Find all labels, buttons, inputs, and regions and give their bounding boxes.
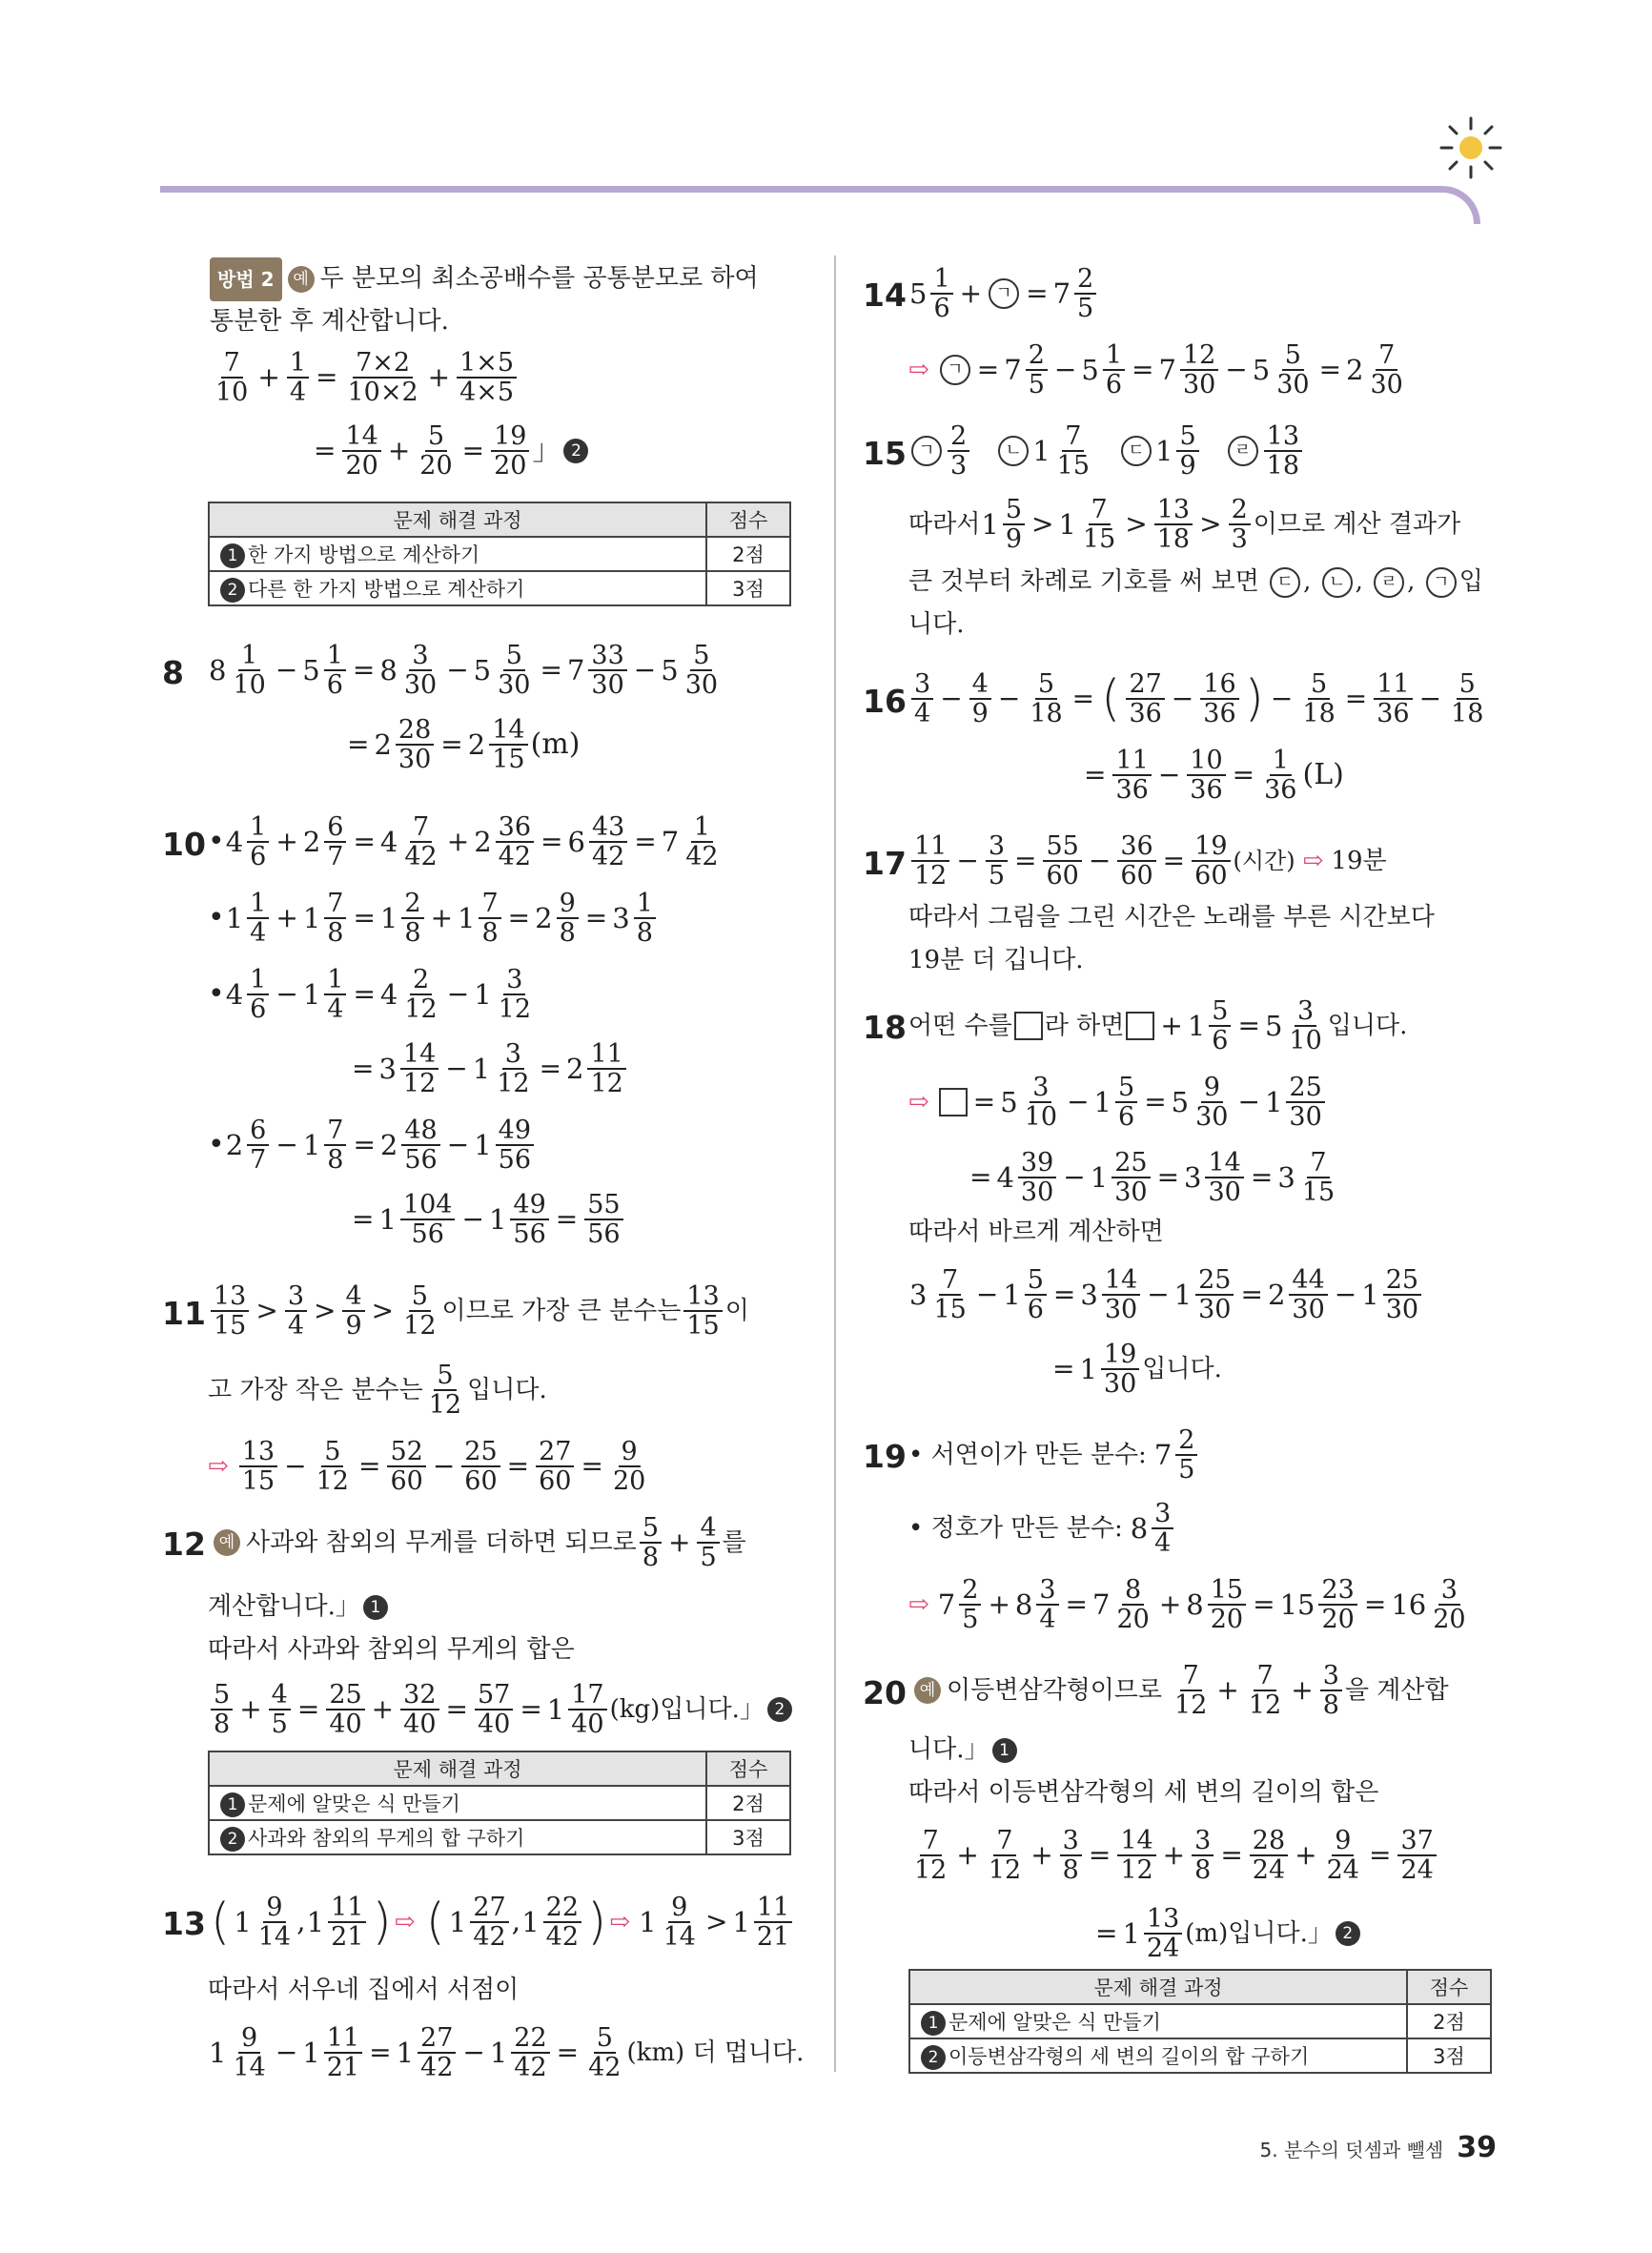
fraction: $\frac{5}{42}$: [588, 2023, 622, 2082]
fraction: 11 21: [754, 1894, 792, 1951]
fraction: $\frac{37}{24}$: [1397, 1827, 1436, 1884]
problem-10-row3b: = 3 14 12 − 1 $\frac{3}{12}$ = 2 11 12: [348, 1040, 629, 1097]
fraction: $\frac{7}{8}$: [479, 890, 500, 947]
fraction: 1 6: [247, 813, 269, 870]
problem-18-line2: ⇨ = 5 3 10 − 1 $\frac{5}{6}$ = 5 9 30 − 1 25 30: [908, 1074, 1328, 1131]
fraction: 7 12: [1174, 1661, 1208, 1720]
fraction: 7 15: [1301, 1148, 1336, 1207]
fraction: 3 10: [1024, 1073, 1058, 1132]
fraction: 2 8: [401, 890, 423, 947]
problem-20-line2: 니다.」 1: [908, 1729, 1020, 1771]
fraction: $\frac{28}{30}$: [396, 716, 434, 773]
fraction: 5 9: [1176, 422, 1198, 480]
fraction: 13 18: [1264, 422, 1302, 480]
problem-14-line2: ⇨ ㄱ = 7 2 5 − 5 $\frac{1}{6}$ = 7 12 30 − 5 $\frac{5}{30}$ = 2 7 30: [908, 341, 1409, 399]
fraction: $\frac{19}{20}$: [491, 422, 529, 480]
fraction: $\frac{23}{20}$: [1318, 1576, 1356, 1633]
fraction: $\frac{7}{8}$: [324, 1116, 346, 1174]
fraction: 27 42: [470, 1894, 508, 1951]
scoring-table-3: 문제 해결 과정 점수 1 문제에 알맞은 식 만들기 2점 2 이등변삼각형의 세 변의 길이의 합 구하기 3점: [908, 1969, 1492, 2074]
problem-14-number: 14: [863, 277, 907, 314]
problem-19-line3: ⇨ 7 2 5 + 8 $\frac{3}{4}$ = 7 8 20 + 8 $\frac{15}{20}$ = 15 $\frac{23}{20}$ = 16 3 20: [908, 1576, 1472, 1633]
fraction: $\frac{15}{20}$: [1208, 1576, 1246, 1633]
fraction: 25 30: [1286, 1074, 1324, 1131]
fraction: $\frac{16}{36}$: [1200, 670, 1238, 727]
sun-icon: [1438, 114, 1504, 181]
problem-15-line4: 니다.: [908, 610, 965, 639]
method-2-line2: 통분한 후 계산합니다.: [210, 307, 449, 336]
problem-17-number: 17: [863, 845, 907, 882]
fraction: 9 14: [233, 2023, 266, 2082]
fraction: 5 8: [211, 1681, 233, 1738]
problem-13-line1: ( 1 9 14 , 1 11 21 ) ⇨ ( 1 27 42 , 1 22 42 ) ⇨ 1 9 14 > 1 11 21: [208, 1894, 795, 1951]
problem-8-eq2: = 2 $\frac{28}{30}$ = 2 14 15 (m): [347, 715, 581, 774]
fraction: $\frac{32}{40}$: [400, 1681, 438, 1738]
unknown-box: [1126, 1012, 1154, 1040]
fraction: $\frac{5}{30}$: [1276, 340, 1310, 399]
fraction: 1 42: [685, 812, 719, 871]
scoring-table-1: 문제 해결 과정 점수 1 한 가지 방법으로 계산하기 2점 2 다른 한 가지 방법으로 계산하기 3점: [208, 502, 791, 606]
fraction: $\frac{57}{40}$: [475, 1681, 513, 1738]
fraction: 44 30: [1289, 1266, 1327, 1323]
fraction: 1 8: [634, 890, 656, 947]
fraction: $\frac{49}{56}$: [510, 1191, 548, 1248]
fraction: $\frac{11}{36}$: [1374, 670, 1412, 727]
fraction: $\frac{3}{4}$: [1036, 1576, 1058, 1633]
fraction: 7 42: [404, 812, 438, 871]
problem-10-row1: • 4 1 6 + 2 $\frac{6}{7}$ = 4 7 42 + 2 $\frac{36}{42}$ = 6 $\frac{43}{42}$ = 7 1 42: [208, 813, 724, 870]
fraction: 3 4: [285, 1282, 307, 1340]
fraction: $\frac{10}{36}$: [1187, 747, 1225, 804]
problem-18-line6: = 1 19 30 입니다.: [1052, 1340, 1222, 1399]
problem-18-number: 18: [863, 1009, 907, 1046]
unknown-box: [939, 1088, 968, 1116]
fraction: 13 24: [1144, 1905, 1182, 1962]
fraction: 1 10: [233, 641, 266, 700]
problem-11-line3: ⇨ 13 15 − $\frac{5}{12}$ = $\frac{52}{60}$ − $\frac{25}{60}$ = $\frac{27}{60}$ = $\frac{9}{20}$: [208, 1438, 651, 1495]
header-rule: [160, 186, 1480, 224]
fraction: 7 30: [1370, 340, 1403, 399]
fraction: $\frac{25}{30}$: [1195, 1266, 1234, 1323]
fraction: 1 6: [247, 966, 269, 1023]
fraction: $\frac{11}{21}$: [324, 2024, 362, 2081]
fraction: 17 40: [568, 1681, 606, 1738]
fraction: 13 15: [211, 1282, 249, 1340]
fraction: $\frac{22}{42}$: [511, 2024, 549, 2081]
fraction: $\frac{1}{36}$: [1264, 746, 1297, 805]
fraction: $\frac{5}{6}$: [1115, 1074, 1137, 1131]
example-badge: 예: [288, 266, 315, 293]
problem-20-number: 20: [863, 1674, 907, 1711]
fraction: 27 36: [1126, 670, 1164, 727]
fraction: 5 12: [403, 1281, 437, 1341]
fraction: 2 5: [1175, 1426, 1197, 1484]
fraction: 11 12: [587, 1040, 625, 1097]
fraction: 3 4: [911, 670, 933, 727]
fraction: $\frac{9}{20}$: [612, 1437, 646, 1496]
fraction: 7 15: [1056, 421, 1090, 481]
problem-10-row3: • 4 1 6 − 1 $\frac{1}{4}$ = 4 2 12 − 1 3 12: [208, 966, 537, 1023]
problem-15-line1: ㄱ 2 3 ㄴ 1 7 15 ㄷ 1 5 9 ㄹ 13 18: [908, 422, 1305, 480]
fraction: $\frac{25}{30}$: [1112, 1149, 1150, 1206]
problem-16-line2: = $\frac{11}{36}$ − $\frac{10}{36}$ = $\frac{1}{36}$ (L): [1084, 746, 1344, 805]
problem-10-row2: • 1 1 4 + 1 $\frac{7}{8}$ = 1 2 8 + 1 $\frac{7}{8}$ = 2 $\frac{9}{8}$ = 3 1 8: [208, 890, 659, 947]
fraction: 22 42: [543, 1894, 581, 1951]
fraction: $\frac{5}{12}$: [316, 1437, 349, 1496]
problem-10-row4: • 2 6 7 − 1 $\frac{7}{8}$ = 2 48 56 − 1 49 56: [208, 1116, 537, 1174]
fraction: 6 7: [247, 1116, 269, 1174]
fraction: 1 6: [930, 265, 952, 322]
fraction: $\frac{3}{8}$: [1192, 1827, 1214, 1884]
fraction: 1 4: [247, 890, 269, 947]
fraction: 39 30: [1018, 1149, 1056, 1206]
fraction: 11 21: [328, 1894, 366, 1951]
unknown-box: [1014, 1012, 1043, 1040]
fraction: 12 30: [1180, 341, 1218, 399]
fraction: 14 15: [489, 716, 527, 773]
fraction: 5 12: [428, 1361, 462, 1420]
method-2-eq2: = $\frac{14}{20}$ + $\frac{5}{20}$ = $\frac{19}{20}$ 」 2: [310, 422, 591, 480]
problem-12-line4: 5 8 + $\frac{4}{5}$ = $\frac{25}{40}$ + $\frac{32}{40}$ = $\frac{57}{40}$ = 1 17 40 (kg)입니다.」 2: [208, 1681, 795, 1738]
fraction: 5 9: [1003, 496, 1025, 553]
fraction: $\frac{55}{60}$: [1043, 832, 1081, 890]
fraction: $\frac{7}{8}$: [324, 890, 346, 947]
fraction: 8 20: [1116, 1575, 1150, 1634]
page-footer: [1260, 2131, 1497, 2164]
fraction: $\frac{3}{8}$: [1320, 1662, 1342, 1719]
problem-12-line1: 예 사과와 참외의 무게를 더하면 되므로 5 8 + $\frac{4}{5}$ 를: [208, 1514, 746, 1571]
fraction: 2 5: [1074, 265, 1096, 322]
problem-17-line2: 따라서 그림을 그린 시간은 노래를 부른 시간보다: [908, 903, 1435, 932]
fraction: 3 4: [1152, 1500, 1173, 1557]
problem-10-number: 10: [162, 826, 206, 863]
fraction: $\frac{14}{12}$: [1117, 1827, 1155, 1884]
problem-18-line1: 어떤 수를 라 하면 + 1 $\frac{5}{6}$ = 5 3 10 입니다.: [908, 996, 1408, 1055]
problem-15-line2: 따라서 1 5 9 > 1 7 15 > 13 18 > 2 3 이므로 계산 결과가: [908, 495, 1461, 554]
problem-13-line3: 1 9 14 − 1 $\frac{11}{21}$ = 1 27 42 − 1 $\frac{22}{42}$ = $\frac{5}{42}$ (km) 더 멉니다.: [209, 2023, 805, 2082]
fraction: 13 15: [683, 1282, 722, 1340]
fraction: $\frac{55}{56}$: [584, 1191, 622, 1248]
fraction: 2 3: [948, 422, 969, 480]
method-2-line1: 방법 2 예 두 분모의 최소공배수를 공통분모로 하여: [210, 257, 759, 301]
fraction: $\frac{4}{5}$: [697, 1514, 719, 1571]
fraction: $\frac{52}{60}$: [387, 1438, 425, 1495]
fraction: 7 15: [933, 1265, 967, 1324]
problem-19-number: 19: [863, 1438, 907, 1475]
fraction: 4 9: [342, 1282, 364, 1340]
problem-15-line3: 큰 것부터 차례로 기호를 써 보면 ㄷ , ㄴ , ㄹ , ㄱ 입: [908, 567, 1483, 596]
fraction: $\frac{4}{5}$: [269, 1681, 291, 1738]
fraction: $\frac{36}{42}$: [496, 813, 534, 870]
problem-11-line2: 고 가장 작은 분수는 5 12 입니다.: [208, 1361, 547, 1420]
fraction: 7 10: [215, 348, 249, 407]
fraction: $\frac{25}{40}$: [326, 1681, 364, 1738]
fraction: $\frac{3}{5}$: [986, 832, 1008, 890]
fraction: $\frac{1}{6}$: [1103, 341, 1125, 399]
fraction: $\frac{14}{20}$: [342, 422, 380, 480]
fraction: 104 56: [400, 1191, 456, 1248]
fraction: $\frac{5}{20}$: [419, 421, 453, 481]
fraction: $\frac{1}{4}$: [287, 349, 309, 406]
fraction: $\frac{5}{18}$: [1030, 669, 1063, 728]
fraction: 14 12: [400, 1040, 438, 1097]
fraction: 9 14: [257, 1893, 292, 1952]
fraction: $\frac{5}{18}$: [1302, 669, 1336, 728]
fraction: $\frac{25}{60}$: [461, 1438, 500, 1495]
fraction: 25 30: [1383, 1266, 1421, 1323]
method-tag: 방법 2: [210, 257, 282, 301]
fraction: 2 5: [959, 1576, 981, 1633]
fraction: 7 12: [914, 1826, 948, 1885]
fraction: 7 15: [1082, 495, 1116, 554]
fraction: 9 30: [1195, 1073, 1229, 1132]
fraction: 5 8: [640, 1514, 662, 1571]
fraction: $\frac{5}{6}$: [1209, 997, 1231, 1055]
problem-20-line1: 예 이등변삼각형이므로 7 12 + $\frac{7}{12}$ + $\frac{3}{8}$ 을 계산합: [908, 1662, 1449, 1719]
fraction: $\frac{28}{24}$: [1250, 1827, 1288, 1884]
problem-17-line3: 19분 더 깁니다.: [908, 946, 1084, 974]
step-2-marker: 2: [563, 439, 588, 463]
fraction: 27 42: [418, 2024, 456, 2081]
problem-12-number: 12: [162, 1526, 206, 1563]
problem-8-number: 8: [162, 654, 184, 691]
problem-16-line1: 3 4 − $\frac{4}{9}$ − $\frac{5}{18}$ = ( 27 36 − $\frac{16}{36}$ ) − $\frac{5}{18}$ = $\frac{11}{36}$ − $\frac{5}{18}$: [908, 670, 1489, 727]
problem-14-line1: 5 1 6 + ㄱ = 7 2 5: [908, 265, 1099, 322]
fraction: 2 3: [1229, 496, 1251, 553]
page-number: 39: [1457, 2131, 1497, 2164]
fraction: 3 20: [1433, 1575, 1466, 1634]
problem-20-line3: 따라서 이등변삼각형의 세 변의 길이의 합은: [908, 1778, 1379, 1807]
fraction: $\frac{36}{60}$: [1117, 832, 1155, 890]
fraction: $\frac{5}{18}$: [1451, 669, 1484, 728]
fraction: $\frac{3}{8}$: [1060, 1827, 1082, 1884]
fraction: $\frac{4}{9}$: [969, 670, 991, 727]
fraction: 3 30: [403, 641, 438, 700]
fraction: 14 30: [1102, 1266, 1140, 1323]
column-divider: [834, 256, 836, 2072]
problem-11-number: 11: [162, 1295, 206, 1332]
fraction: $\frac{7}{12}$: [1248, 1661, 1282, 1720]
fraction: 11 12: [911, 832, 949, 890]
problem-12-line3: 따라서 사과와 참외의 무게의 합은: [208, 1635, 575, 1664]
problem-18-line3: = 4 39 30 − 1 $\frac{25}{30}$ = 3 $\frac{14}{30}$ = 3 7 15: [966, 1149, 1340, 1206]
fraction: 3 12: [498, 965, 532, 1024]
fraction: 3 10: [1289, 996, 1322, 1055]
fraction: $\frac{5}{30}$: [498, 641, 531, 700]
fraction: $\frac{3}{12}$: [497, 1039, 530, 1098]
problem-12-line2: 계산합니다.」 1: [208, 1586, 391, 1628]
fraction: 49 56: [496, 1116, 534, 1174]
fraction: 13 18: [1154, 496, 1193, 553]
problem-19-line2: • 정호가 만든 분수: 8 3 4: [908, 1500, 1176, 1557]
fraction: 5 30: [684, 641, 719, 700]
fraction: 33 30: [588, 642, 626, 699]
fraction: $\frac{9}{24}$: [1326, 1826, 1359, 1885]
fraction: $\frac{11}{36}$: [1112, 747, 1151, 804]
problem-19-line1: • 서연이가 만든 분수: 7 2 5: [908, 1426, 1200, 1484]
problem-18-line5: 3 7 15 − 1 $\frac{5}{6}$ = 3 14 30 − 1 $\frac{25}{30}$ = 2 44 30 − 1 25 30: [908, 1266, 1424, 1323]
fraction: $\frac{1}{4}$: [324, 966, 346, 1023]
problem-20-line5: = 1 13 24 (m)입니다.」 2: [1091, 1905, 1363, 1962]
method-2-eq1: 7 10 + $\frac{1}{4}$ = $\frac{7\times 2}{10\times 2}$ + $\frac{1\times 5}{4\times 5}$: [210, 349, 520, 406]
fraction: $\frac{1}{6}$: [324, 642, 346, 699]
problem-20-line4: 7 12 + $\frac{7}{12}$ + $\frac{3}{8}$ = $\frac{14}{12}$ + $\frac{3}{8}$ = $\frac{28}{24}$ + $\frac{9}{24}$ = $\frac{37}{24}$: [908, 1827, 1439, 1884]
problem-15-number: 15: [863, 435, 907, 472]
fraction: $\frac{1\times 5}{4\times 5}$: [457, 349, 517, 406]
problem-13-number: 13: [162, 1905, 206, 1942]
fraction: $\frac{5}{6}$: [1025, 1266, 1047, 1323]
chapter-title: 5. 분수의 덧셈과 뺄셈: [1259, 2139, 1444, 2161]
problem-16-number: 16: [863, 683, 907, 720]
fraction: 19 30: [1101, 1341, 1139, 1398]
scoring-table-2: 문제 해결 과정 점수 1 문제에 알맞은 식 만들기 2점 2 사과와 참외의 무게의 합 구하기 3점: [208, 1751, 791, 1855]
fraction: $\frac{14}{30}$: [1205, 1149, 1243, 1206]
fraction: $\frac{27}{60}$: [536, 1438, 574, 1495]
problem-13-line2: 따라서 서우네 집에서 서점이: [208, 1976, 520, 2004]
fraction: 48 56: [401, 1116, 439, 1174]
fraction: $\frac{7}{12}$: [988, 1826, 1022, 1885]
problem-10-row4b: = 1 104 56 − 1 $\frac{49}{56}$ = $\frac{55}{56}$: [348, 1191, 626, 1248]
fraction: 2 5: [1026, 341, 1048, 399]
fraction: $\frac{19}{60}$: [1192, 832, 1230, 890]
problem-8-eq1: 8 1 10 − 5 $\frac{1}{6}$ = 8 3 30 − 5 $\frac{5}{30}$ = 7 33 30 − 5 5 30: [208, 642, 724, 699]
problem-11-line1: 13 15 > 3 4 > 4 9 > 5 12 이므로 가장 큰 분수는 13 15 이: [208, 1282, 749, 1340]
fraction: $\frac{43}{42}$: [589, 813, 627, 870]
fraction: $\frac{7\times 2}{10\times 2}$: [347, 348, 418, 407]
problem-18-line4: 따라서 바르게 계산하면: [908, 1218, 1164, 1246]
fraction: 2 12: [404, 965, 438, 1024]
problem-17-line1: 11 12 − $\frac{3}{5}$ = $\frac{55}{60}$ − $\frac{36}{60}$ = $\frac{19}{60}$ (시간) ⇨ 19분: [908, 832, 1387, 890]
fraction: $\frac{6}{7}$: [324, 813, 346, 870]
fraction: 13 15: [239, 1438, 277, 1495]
fraction: 9 14: [663, 1893, 696, 1952]
fraction: $\frac{9}{8}$: [557, 890, 579, 947]
